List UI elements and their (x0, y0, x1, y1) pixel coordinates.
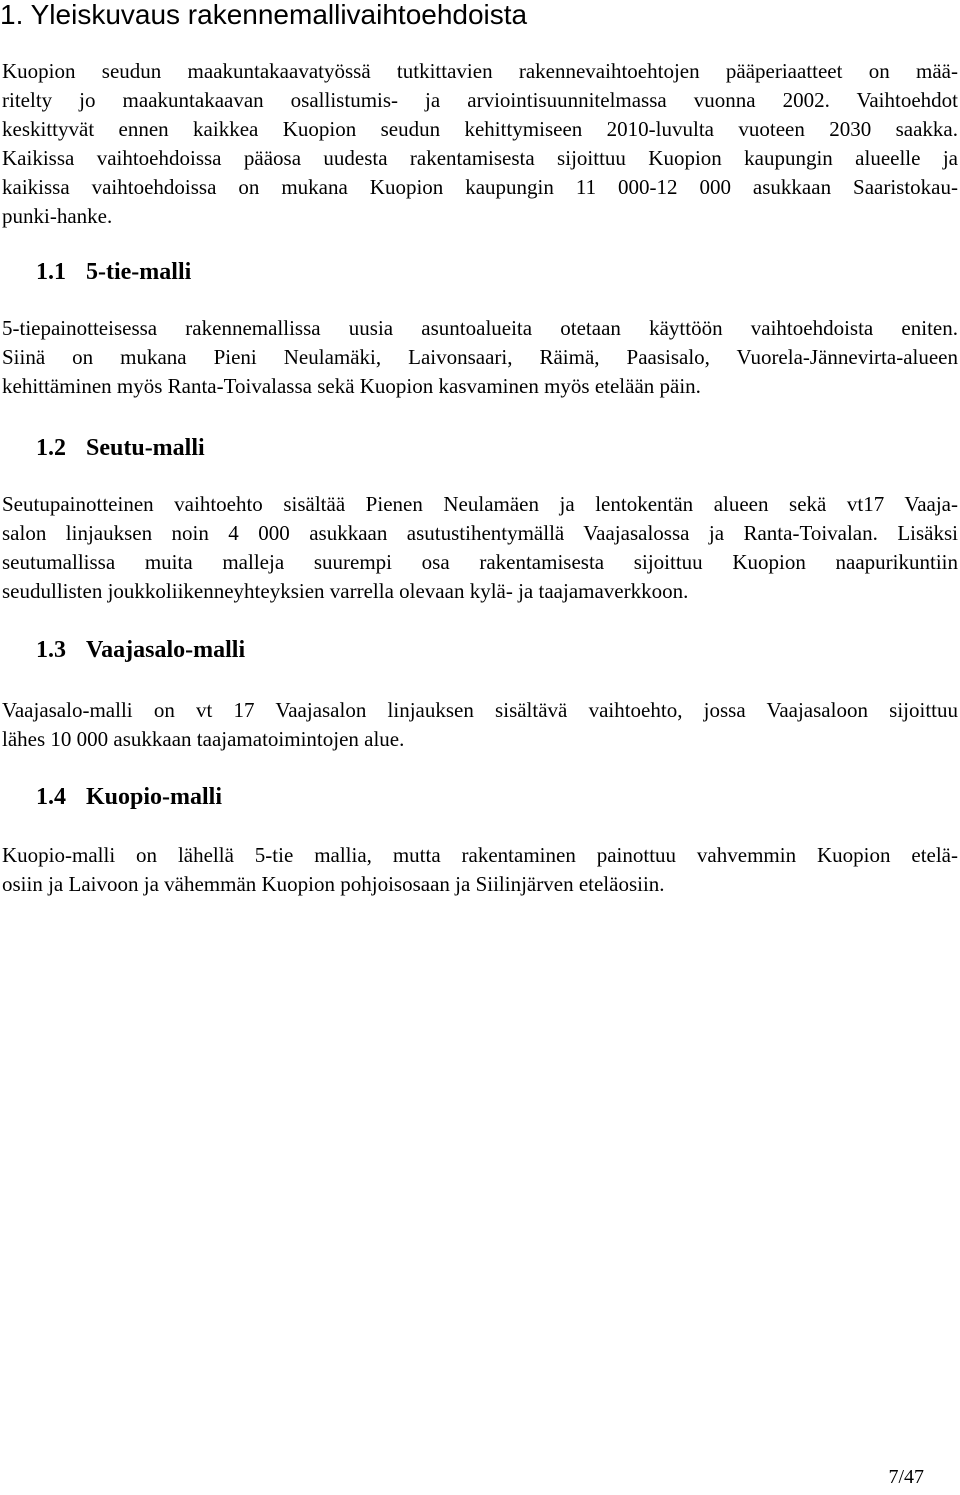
section-title: 5-tie-malli (86, 259, 192, 285)
section-number: 1.2 (36, 435, 66, 461)
text-line: seudullisten joukkoliikenneyhteyksien varrella olevaan kylä- ja taajamaverkkoon. (2, 579, 689, 603)
text-line: Vaajasalo-malli on vt 17 Vaajasalon linjauksen sisältävä vaihtoehto, jossa Vaajasaloon sijoittuu (2, 698, 958, 722)
intro-paragraph (2, 57, 958, 231)
section-heading-kuopio-malli (36, 783, 222, 811)
section-number: 1.3 (36, 637, 66, 663)
section-number: 1.1 (36, 259, 66, 285)
section-title: Kuopio-malli (86, 784, 223, 810)
section-title: Seutu-malli (86, 435, 205, 461)
text-line: Seutupainotteinen vaihtoehto sisältää Pienen Neulamäen ja lentokentän alueen sekä vt17 Vaaja- (2, 492, 958, 516)
text-line: kehittäminen myös Ranta-Toivalassa sekä Kuopion kasvaminen myös etelään päin. (2, 374, 701, 398)
section-paragraph-vaajasalo-malli (2, 696, 958, 754)
section-paragraph-5-tie-malli (2, 314, 958, 401)
document-title: 1. Yleiskuvaus rakennemallivaihtoehdoista (0, 0, 528, 30)
text-line: Kaikissa vaihtoehdoissa pääosa uudesta rakentamisesta sijoittuu Kuopion kaupungin alueelle ja (2, 146, 958, 170)
text-line: lähes 10 000 asukkaan taajamatoimintojen alue. (2, 727, 405, 751)
text-line: keskittyvät ennen kaikkea Kuopion seudun kehittymiseen 2010-luvulta vuoteen 2030 saakka. (2, 117, 958, 141)
text-line: Kuopion seudun maakuntakaavatyössä tutkittavien rakennevaihtoehtojen pääperiaatteet on mää- (2, 59, 958, 83)
text-line: salon linjauksen noin 4 000 asukkaan asutustihentymällä Vaajasalossa ja Ranta-Toivalan. Lisäksi (2, 521, 958, 545)
section-heading-seutu-malli (36, 434, 205, 462)
text-line: punki-hanke. (2, 204, 113, 228)
section-number: 1.4 (36, 784, 66, 810)
text-line: kaikissa vaihtoehdoissa on mukana Kuopion kaupungin 11 000-12 000 asukkaan Saaristokau- (2, 175, 958, 199)
text-line: Siinä on mukana Pieni Neulamäki, Laivonsaari, Räimä, Paasisalo, Vuorela-Jännevirta-alueen (2, 345, 958, 369)
text-line: 5-tiepainotteisessa rakennemallissa uusia asuntoalueita otetaan käyttöön vaihtoehdoista eniten. (2, 316, 958, 340)
section-paragraph-seutu-malli (2, 490, 958, 606)
text-line: Kuopio-malli on lähellä 5-tie mallia, mutta rakentaminen painottuu vahvemmin Kuopion etelä- (2, 843, 958, 867)
section-title: Vaajasalo-malli (86, 637, 246, 663)
section-heading-vaajasalo-malli (36, 636, 245, 664)
text-line: osiin ja Laivoon ja vähemmän Kuopion pohjoisosaan ja Siilinjärven eteläosiin. (2, 872, 665, 896)
section-heading-5-tie-malli (36, 258, 191, 286)
text-line: ritelty jo maakuntakaavan osallistumis- ja arviointisuunnitelmassa vuonna 2002. Vaihtoehdot (2, 88, 958, 112)
page-number: 7/47 (888, 1466, 924, 1488)
section-paragraph-kuopio-malli (2, 841, 958, 899)
text-line: seutumallissa muita malleja suurempi osa rakentamisesta sijoittuu Kuopion naapurikuntiin (2, 550, 958, 574)
